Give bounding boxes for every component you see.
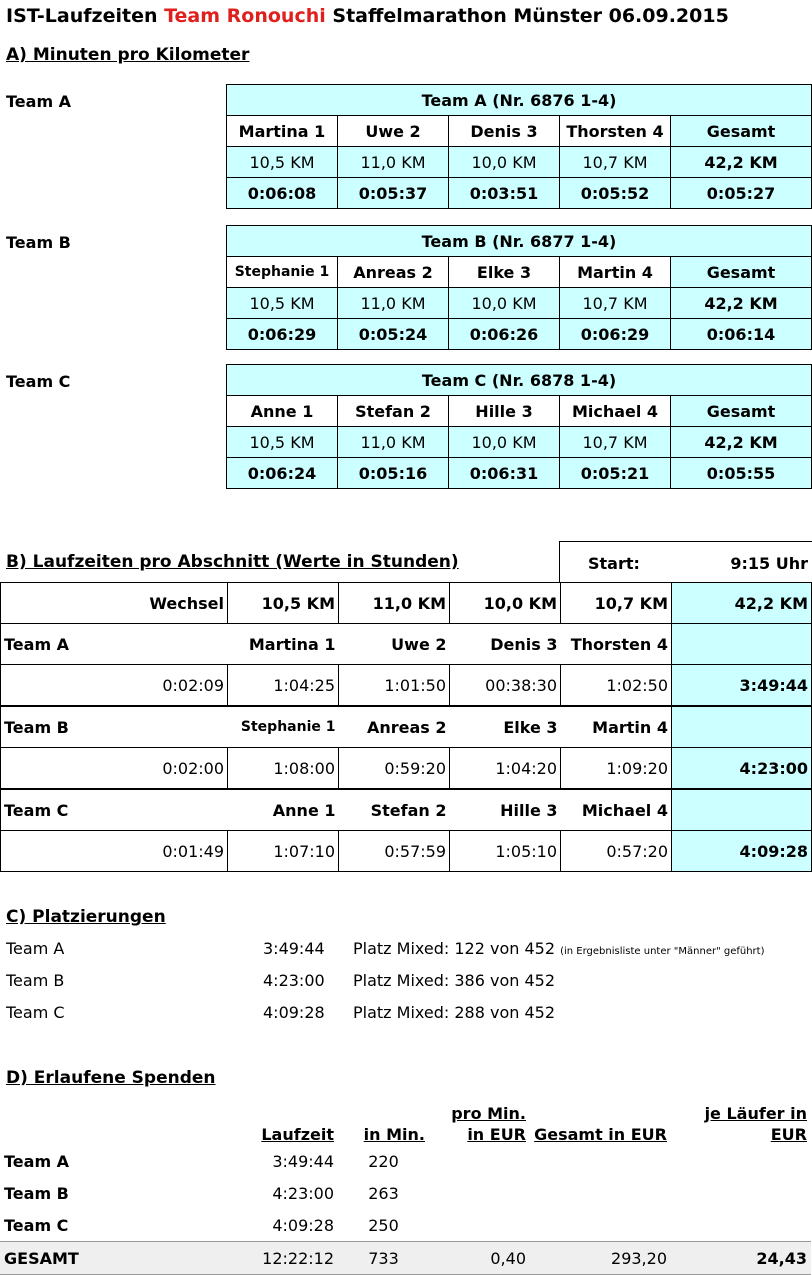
donation-row — [0, 1209, 811, 1242]
donation-time: 4:23:00 — [272, 1183, 334, 1203]
pace-cell: 0:05:52 — [560, 178, 671, 209]
total-label: Gesamt — [671, 116, 812, 147]
segment-time: 1:04:20 — [450, 748, 561, 790]
empty-cell — [671, 1145, 811, 1177]
donation-total-row — [0, 1242, 811, 1275]
runner-row — [1, 706, 812, 748]
pace-cell: 0:06:14 — [671, 319, 812, 350]
time-row — [1, 831, 812, 872]
wechsel-time: 0:02:09 — [1, 665, 228, 707]
pace-cell: 0:06:29 — [227, 319, 338, 350]
runner-row — [227, 257, 812, 288]
total-per-minute: 0,40 — [429, 1242, 530, 1275]
runner-name: Martina 1 — [227, 116, 338, 147]
runner-name: Hille 3 — [449, 396, 560, 427]
runner-name: Michael 4 — [560, 396, 671, 427]
empty-cell — [429, 1177, 530, 1209]
distance-cell: 11,0 KM — [338, 288, 449, 319]
team-header: Team A (Nr. 6876 1-4) — [227, 85, 812, 116]
total-time: 3:49:44 — [672, 665, 812, 707]
empty-cell — [530, 1209, 671, 1242]
runner-name: Uwe 2 — [339, 624, 450, 665]
total-label: Gesamt — [671, 257, 812, 288]
pace-row — [227, 458, 812, 489]
runner-name: Anne 1 — [228, 789, 339, 831]
runner-row — [1, 789, 812, 831]
team-label: Team A — [6, 92, 72, 111]
pace-cell: 0:06:26 — [449, 319, 560, 350]
runner-name: Stefan 2 — [339, 789, 450, 831]
empty-cell — [530, 1177, 671, 1209]
donation-team: Team B — [4, 1183, 69, 1203]
donation-minutes: 220 — [368, 1151, 399, 1171]
runner-row — [1, 624, 812, 665]
segment-time: 00:38:30 — [450, 665, 561, 707]
distance-cell: 10,0 KM — [449, 427, 560, 458]
segment-time: 1:01:50 — [339, 665, 450, 707]
total-label: Gesamt — [671, 396, 812, 427]
distance-cell: 10,5 KM — [227, 288, 338, 319]
donation-team: Team C — [4, 1215, 69, 1235]
title-team-name: Team Ronouchi — [164, 5, 326, 27]
placement-rank — [353, 1003, 555, 1022]
distance-row — [227, 288, 812, 319]
distance-cell: 42,2 KM — [671, 147, 812, 178]
runner-name: Hille 3 — [450, 789, 561, 831]
pace-row — [227, 319, 812, 350]
donation-column-header: pro Min. in EUR — [451, 1104, 526, 1144]
pace-cell: 0:06:29 — [560, 319, 671, 350]
donation-time: 3:49:44 — [272, 1151, 334, 1171]
total-time: 4:23:00 — [672, 748, 812, 790]
pace-cell: 0:06:31 — [449, 458, 560, 489]
placement-team: Team C — [6, 1003, 65, 1022]
placement-rank — [353, 939, 765, 958]
donation-row — [0, 1177, 811, 1209]
donation-minutes: 250 — [368, 1215, 399, 1235]
section-a-heading: A) Minuten pro Kilometer — [6, 45, 250, 65]
section-b-heading: B) Laufzeiten pro Abschnitt (Werte in Stunden) — [6, 552, 459, 572]
placement-rank-text: Platz Mixed: 122 von 452 — [353, 939, 556, 958]
segment-time: 0:59:20 — [339, 748, 450, 790]
runner-name: Stefan 2 — [338, 396, 449, 427]
placement-note: (in Ergebnisliste unter "Männer" geführt) — [560, 946, 765, 957]
distance-header: 10,7 KM — [561, 583, 672, 624]
distance-cell: 42,2 KM — [671, 427, 812, 458]
time-row — [1, 748, 812, 790]
placement-rank-text: Platz Mixed: 386 von 452 — [353, 971, 556, 990]
total-label: GESAMT — [0, 1242, 227, 1275]
pace-cell: 0:05:16 — [338, 458, 449, 489]
total-empty-cell — [672, 706, 812, 748]
distance-header: 11,0 KM — [339, 583, 450, 624]
pace-cell: 0:05:24 — [338, 319, 449, 350]
team-label: Team B — [6, 233, 71, 252]
pace-cell: 0:05:55 — [671, 458, 812, 489]
total-empty-cell — [672, 624, 812, 665]
pace-cell: 0:03:51 — [449, 178, 560, 209]
section-c-heading: C) Platzierungen — [6, 907, 166, 927]
distance-cell: 10,0 KM — [449, 147, 560, 178]
runner-row — [227, 396, 812, 427]
runner-name: Thorsten 4 — [561, 624, 672, 665]
table-header-row — [227, 365, 812, 396]
total-empty-cell — [672, 789, 812, 831]
segment-time: 1:08:00 — [228, 748, 339, 790]
start-value: 9:15 Uhr — [730, 554, 808, 573]
runner-name: Elke 3 — [450, 706, 561, 748]
distance-cell: 42,2 KM — [671, 288, 812, 319]
runner-name: Martina 1 — [228, 624, 339, 665]
segment-time: 0:57:59 — [339, 831, 450, 872]
distance-cell: 10,7 KM — [560, 147, 671, 178]
empty-cell — [671, 1209, 811, 1242]
wechsel-time: 0:02:00 — [1, 748, 228, 790]
team-label: Team C — [6, 372, 71, 391]
donation-minutes: 263 — [368, 1183, 399, 1203]
placement-time: 4:23:00 — [263, 971, 325, 990]
start-label: Start: — [588, 554, 640, 573]
pace-cell: 0:05:37 — [338, 178, 449, 209]
donation-column-header: Laufzeit — [261, 1125, 334, 1144]
runner-name: Martin 4 — [561, 706, 672, 748]
table-header-row — [227, 226, 812, 257]
distance-row — [227, 427, 812, 458]
pace-cell: 0:05:21 — [560, 458, 671, 489]
donation-team: Team A — [4, 1151, 70, 1171]
distance-header: 42,2 KM — [672, 583, 812, 624]
runner-name: Thorsten 4 — [560, 116, 671, 147]
team-header: Team C (Nr. 6878 1-4) — [227, 365, 812, 396]
placement-team: Team B — [6, 971, 65, 990]
pace-cell: 0:06:08 — [227, 178, 338, 209]
total-sum: 293,20 — [530, 1242, 671, 1275]
distance-row — [227, 147, 812, 178]
pace-cell: 0:06:24 — [227, 458, 338, 489]
section-b-header-row — [1, 583, 812, 624]
wechsel-label: Wechsel — [1, 583, 228, 624]
total-time: 4:09:28 — [672, 831, 812, 872]
runner-name: Uwe 2 — [338, 116, 449, 147]
segment-time: 1:02:50 — [561, 665, 672, 707]
donation-row — [0, 1145, 811, 1177]
distance-cell: 11,0 KM — [338, 147, 449, 178]
segment-time: 1:09:20 — [561, 748, 672, 790]
runner-name: Stephanie 1 — [228, 706, 339, 748]
distance-cell: 10,0 KM — [449, 288, 560, 319]
donation-column-header: Gesamt in EUR — [534, 1125, 667, 1144]
distance-cell: 10,5 KM — [227, 427, 338, 458]
team-label: Team C — [1, 789, 228, 831]
segment-time: 1:04:25 — [228, 665, 339, 707]
empty-header — [0, 1093, 227, 1145]
runner-name: Martin 4 — [560, 257, 671, 288]
distance-cell: 10,7 KM — [560, 427, 671, 458]
start-box — [559, 541, 812, 583]
runner-name: Elke 3 — [449, 257, 560, 288]
empty-cell — [429, 1145, 530, 1177]
team-label: Team B — [1, 706, 228, 748]
distance-cell: 10,5 KM — [227, 147, 338, 178]
runner-name: Stephanie 1 — [227, 257, 338, 288]
placement-time: 3:49:44 — [263, 939, 325, 958]
team-pace-table — [226, 84, 812, 209]
runner-row — [227, 116, 812, 147]
team-pace-table — [226, 364, 812, 489]
runner-name: Anne 1 — [227, 396, 338, 427]
segment-time: 1:07:10 — [228, 831, 339, 872]
donation-header-row — [0, 1093, 811, 1145]
pace-cell: 0:05:27 — [671, 178, 812, 209]
total-minutes: 733 — [338, 1242, 429, 1275]
page-title — [6, 5, 729, 27]
section-b-table — [0, 582, 812, 872]
title-suffix: Staffelmarathon Münster 06.09.2015 — [325, 5, 729, 27]
runner-name: Anreas 2 — [339, 706, 450, 748]
runner-name: Michael 4 — [561, 789, 672, 831]
donation-column-header: je Läufer in EUR — [704, 1104, 807, 1144]
distance-header: 10,0 KM — [450, 583, 561, 624]
runner-name: Denis 3 — [449, 116, 560, 147]
donation-column-header: in Min. — [363, 1125, 425, 1144]
pace-row — [227, 178, 812, 209]
distance-cell: 11,0 KM — [338, 427, 449, 458]
title-prefix: IST-Laufzeiten — [6, 5, 165, 27]
table-header-row — [227, 85, 812, 116]
donation-time: 4:09:28 — [272, 1215, 334, 1235]
runner-name: Anreas 2 — [338, 257, 449, 288]
empty-cell — [429, 1209, 530, 1242]
time-row — [1, 665, 812, 707]
placement-time: 4:09:28 — [263, 1003, 325, 1022]
empty-cell — [530, 1145, 671, 1177]
empty-cell — [671, 1177, 811, 1209]
runner-name: Denis 3 — [450, 624, 561, 665]
total-per-runner: 24,43 — [671, 1242, 811, 1275]
placement-team: Team A — [6, 939, 65, 958]
team-pace-table — [226, 225, 812, 350]
section-d-heading: D) Erlaufene Spenden — [6, 1068, 216, 1088]
placement-rank — [353, 971, 555, 990]
total-time: 12:22:12 — [227, 1242, 338, 1275]
placement-rank-text: Platz Mixed: 288 von 452 — [353, 1003, 556, 1022]
wechsel-time: 0:01:49 — [1, 831, 228, 872]
team-header: Team B (Nr. 6877 1-4) — [227, 226, 812, 257]
team-label: Team A — [1, 624, 228, 665]
distance-header: 10,5 KM — [228, 583, 339, 624]
segment-time: 1:05:10 — [450, 831, 561, 872]
section-d-table — [0, 1093, 811, 1275]
distance-cell: 10,7 KM — [560, 288, 671, 319]
segment-time: 0:57:20 — [561, 831, 672, 872]
